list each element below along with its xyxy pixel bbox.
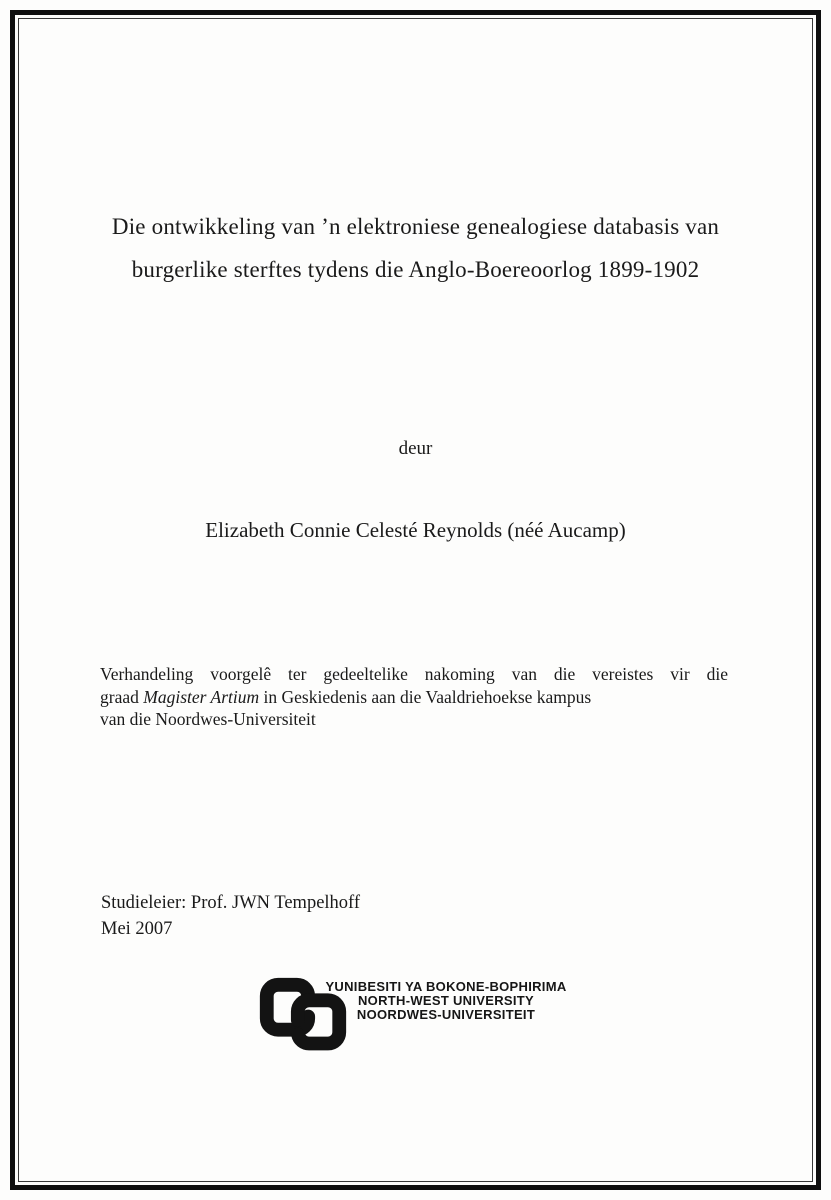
thesis-title <box>90 205 741 291</box>
thesis-title-line1: Die ontwikkeling van ’n elektroniese genealogiese databasis van <box>111 214 720 239</box>
statement-line2-prefix: graad <box>100 686 144 707</box>
supervisor-line: Studieleier: Prof. JWN Tempelhoff <box>101 893 361 913</box>
date-line: Mei 2007 <box>101 919 173 939</box>
submission-statement <box>100 663 728 731</box>
university-logo <box>259 976 579 1056</box>
logo-text-setswana: YUNIBESITI YA BOKONE-BOPHIRIMA <box>325 979 567 994</box>
statement-line2 <box>100 686 728 709</box>
statement-line1: Verhandeling voorgelê ter gedeeltelike nakoming van die vereistes vir die <box>100 664 728 684</box>
logo-text-english: NORTH-WEST UNIVERSITY <box>357 992 535 1008</box>
logo-text-afrikaans: NOORDWES-UNIVERSITEIT <box>356 1006 536 1022</box>
statement-line2-suffix: in Geskiedenis aan die Vaaldriehoekse kampus <box>259 686 592 707</box>
thesis-title-line2: burgerlike sterftes tydens die Anglo-Boereoorlog 1899-1902 <box>131 257 700 282</box>
statement-degree-name: Magister Artium <box>143 686 260 707</box>
supervisor-block <box>101 890 360 942</box>
statement-line3: van die Noordwes-Universiteit <box>100 709 316 729</box>
university-logo-text <box>317 980 575 1021</box>
author-name: Elizabeth Connie Celesté Reynolds (néé Aucamp) <box>205 518 626 542</box>
byline-label: deur <box>398 438 433 459</box>
